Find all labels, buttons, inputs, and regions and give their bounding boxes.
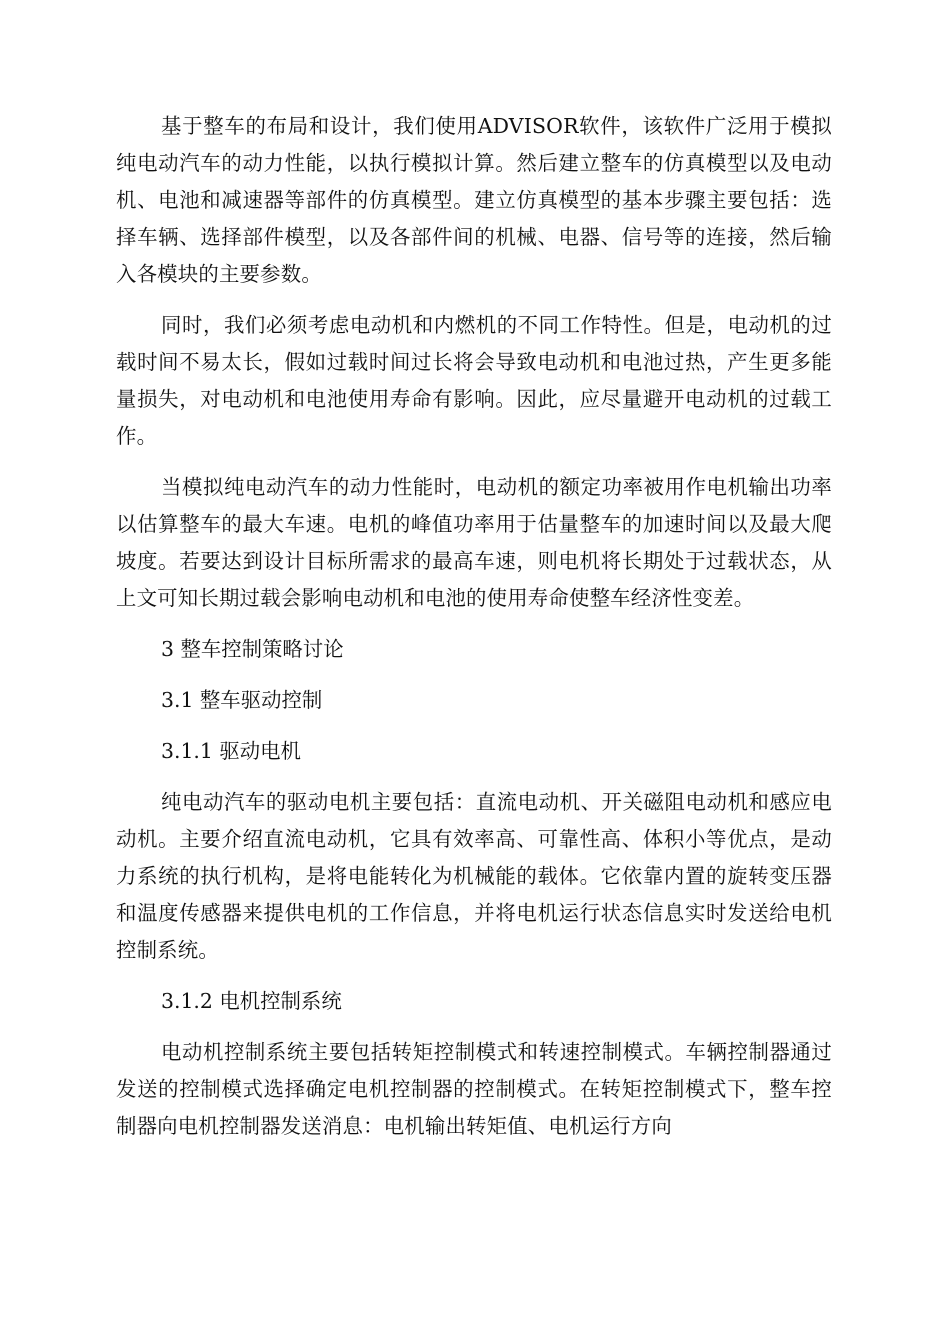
document-page (116, 108, 832, 1159)
subsubsection-heading-motor-control-system: 3.1.2 电机控制系统 (161, 989, 342, 1013)
paragraph-drive-motor: 纯电动汽车的驱动电机主要包括：直流电动机、开关磁阻电动机和感应电动机。主要介绍直流电动机，它具有效率高、可靠性高、体积小等优点，是动力系统的执行机构，是将电能转化为机械能的载体。它依靠内置的旋转变压器和温度传感器来提供电机的工作信息，并将电机运行状态信息实时发送给电机控制系统。 (116, 790, 832, 962)
section-heading-control-strategy: 3 整车控制策略讨论 (161, 637, 344, 661)
paragraph-power-performance: 当模拟纯电动汽车的动力性能时，电动机的额定功率被用作电机输出功率以估算整车的最大车速。电机的峰值功率用于估量整车的加速时间以及最大爬坡度。若要达到设计目标所需求的最高车速，则电机将长期处于过载状态，从上文可知长期过载会影响电动机和电池的使用寿命使整车经济性变差。 (116, 475, 832, 610)
paragraph-motor-control-system: 电动机控制系统主要包括转矩控制模式和转速控制模式。车辆控制器通过发送的控制模式选择确定电机控制器的控制模式。在转矩控制模式下，整车控制器向电机控制器发送消息：电机输出转矩值、电机运行方向 (116, 1040, 832, 1138)
paragraph-motor-overload: 同时，我们必须考虑电动机和内燃机的不同工作特性。但是，电动机的过载时间不易太长，假如过载时间过长将会导致电动机和电池过热，产生更多能量损失，对电动机和电池使用寿命有影响。因此，应尽量避开电动机的过载工作。 (116, 313, 832, 448)
subsubsection-heading-drive-motor: 3.1.1 驱动电机 (161, 739, 301, 763)
subsection-heading-drive-control: 3.1 整车驱动控制 (161, 688, 323, 712)
paragraph-advisor-simulation: 基于整车的布局和设计，我们使用ADVISOR软件，该软件广泛用于模拟纯电动汽车的动力性能，以执行模拟计算。然后建立整车的仿真模型以及电动机、电池和减速器等部件的仿真模型。建立仿真模型的基本步骤主要包括：选择车辆、选择部件模型，以及各部件间的机械、电器、信号等的连接，然后输入各模块的主要参数。 (116, 114, 832, 286)
